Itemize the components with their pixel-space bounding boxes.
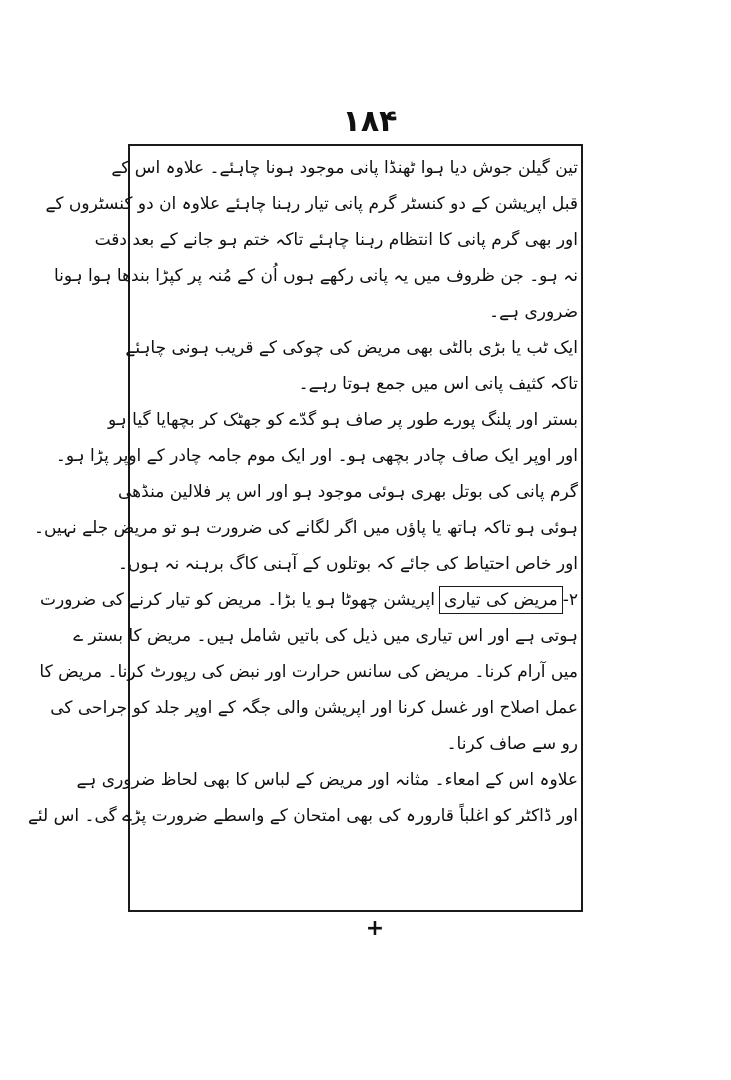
text-line-17: رو سے صاف کرنا۔ xyxy=(446,734,578,754)
bottom-mark: + xyxy=(365,916,385,941)
text-line-6: ایک ٹب یا بڑی بالٹی بھی مریض کی چوکی کے قریب ہونی چاہئے xyxy=(125,338,578,358)
text-line-16: عمل اصلاح اور غسل کرنا اور اپریشن والی جگہ کے اوپر جلد کو جراحی کی xyxy=(50,698,578,718)
text-line-3: اور بھی گرم پانی کا انتظام رہنا چاہئے تاکہ ختم ہو جانے کے بعد دقت xyxy=(94,230,578,250)
text-line-9: اور اوپر ایک صاف چادر بچھی ہو۔ اور ایک موم جامہ چادر کے اوپر پڑا ہو۔ xyxy=(55,446,578,466)
text-line-13: ۲-مریض کی تیاریاپریشن چھوٹا ہو یا بڑا۔ مریض کو تیار کرنے کی ضرورت xyxy=(138,582,578,618)
section-heading-box: مریض کی تیاری xyxy=(439,586,563,614)
text-line-15: میں آرام کرنا۔ مریض کی سانس حرارت اور نبض کی رپورٹ کرنا۔ مریض کا xyxy=(39,662,578,682)
text-line-5: ضروری ہے۔ xyxy=(489,302,578,322)
text-line-19: اور ڈاکٹر کو اغلباً قارورہ کی بھی امتحان کے واسطے ضرورت پڑے گی۔ اس لئے xyxy=(27,806,578,826)
text-line-4: نہ ہو۔ جن ظروف میں یہ پانی رکھے ہوں اُن کے مُنہ پر کپڑا بندھا ہوا ہونا xyxy=(53,266,578,286)
text-line-10: گرم پانی کی بوتل بھری ہوئی موجود ہو اور اس پر فلالین منڈھی xyxy=(118,482,578,502)
body-text xyxy=(27,150,578,834)
text-line-11: ہوئی ہو تاکہ ہاتھ یا پاؤں میں اگر لگانے کی ضرورت ہو تو مریض جلے نہیں۔ xyxy=(34,518,578,538)
text-line-1: تین گیلن جوش دیا ہوا ٹھنڈا پانی موجود ہونا چاہئے۔ علاوہ اس کے xyxy=(111,158,578,178)
text-line-2: قبل اپریشن کے دو کنسٹر گرم پانی تیار رہنا چاہئے علاوہ ان دو کنسٹروں کے xyxy=(45,194,578,214)
section-number: ۲ xyxy=(568,590,578,610)
text-line-8: بستر اور پلنگ پورے طور پر صاف ہو گدّے کو جھٹک کر بچھایا گیا ہو xyxy=(108,410,578,430)
text-line-7: تاکہ کثیف پانی اس میں جمع ہوتا رہے۔ xyxy=(298,374,578,394)
text-line-18: علاوہ اس کے امعاء۔ مثانہ اور مریض کے لباس کا بھی لحاظ ضروری ہے xyxy=(76,770,578,790)
text-line-14: ہوتی ہے اور اس تیاری میں ذیل کی باتیں شامل ہیں۔ مریض کا بستر ے xyxy=(73,626,578,646)
text-line-12: اور خاص احتیاط کی جائے کہ بوتلوں کے آہنی کاگ برہنہ نہ ہوں۔ xyxy=(117,554,578,574)
page-number: ۱۸۴ xyxy=(342,104,398,139)
text-line-13-body: اپریشن چھوٹا ہو یا بڑا۔ مریض کو تیار کرنے کی ضرورت xyxy=(40,590,436,610)
